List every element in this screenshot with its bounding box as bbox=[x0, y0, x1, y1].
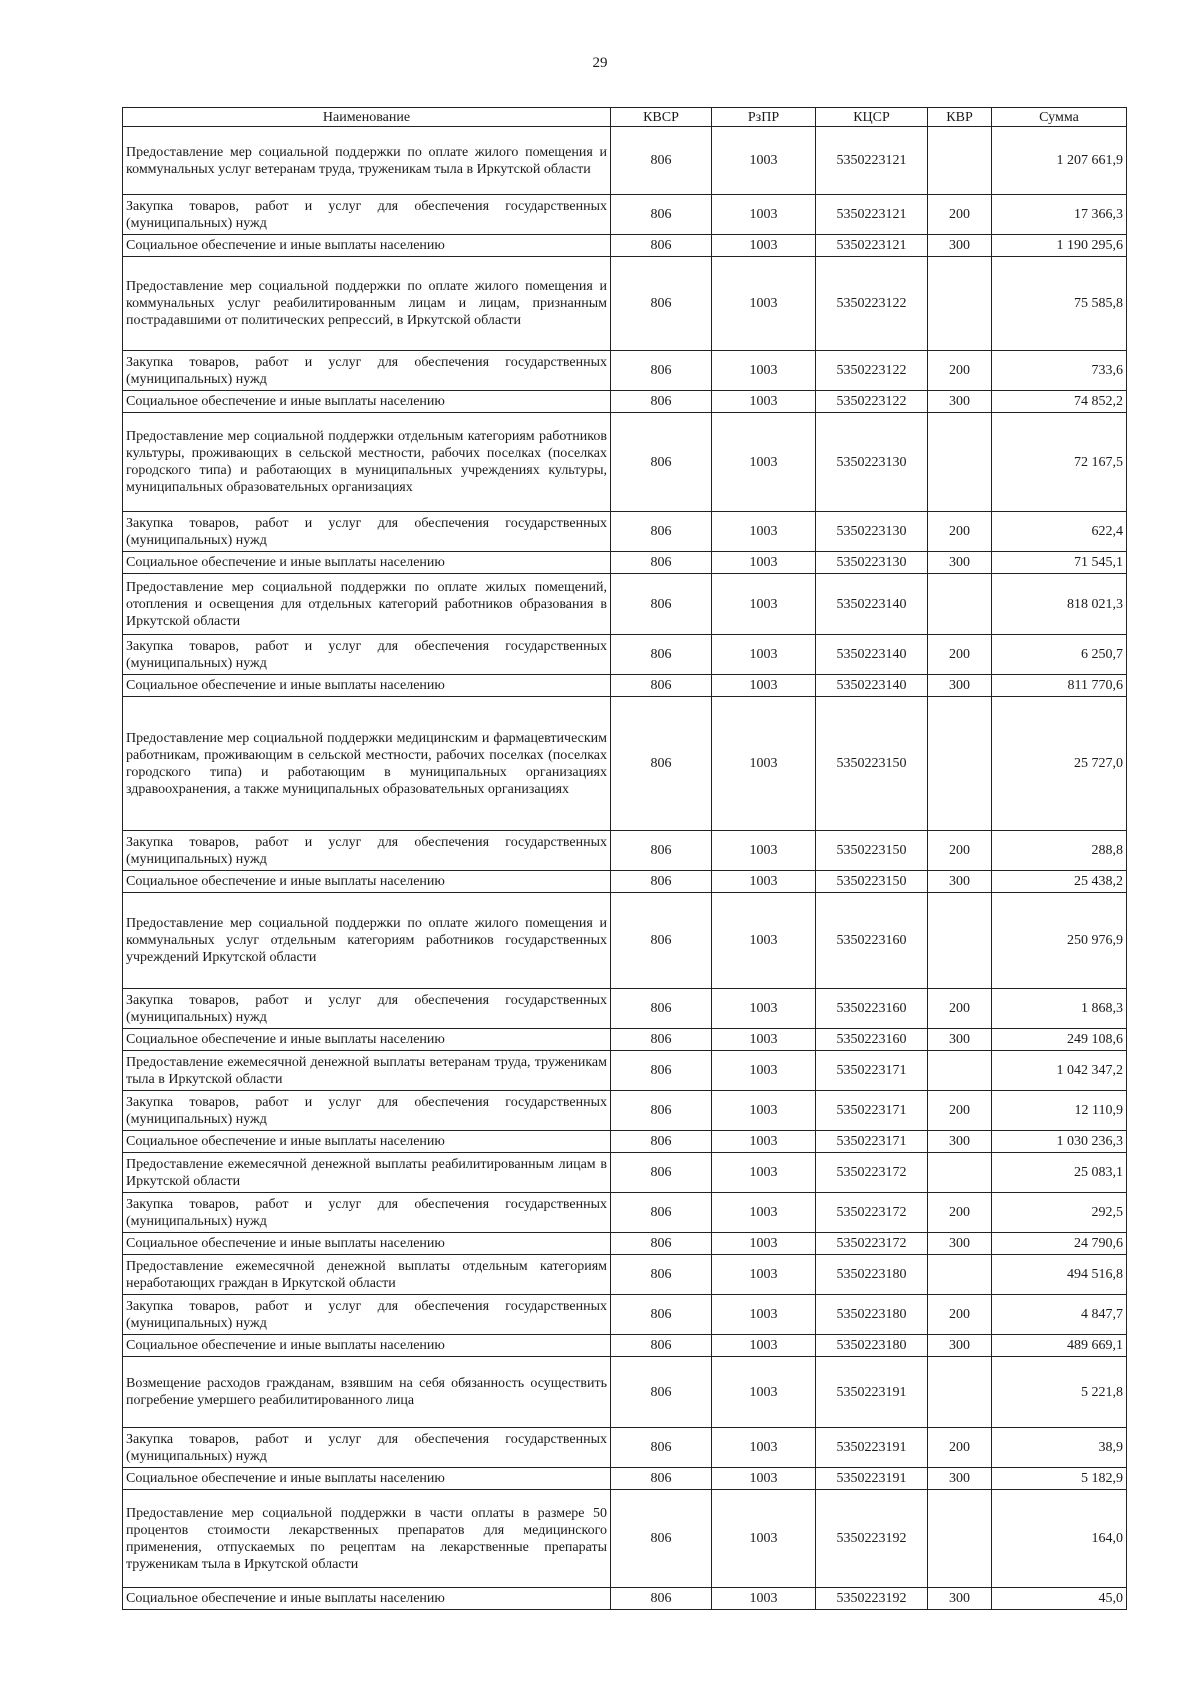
cell-kvsr: 806 bbox=[611, 1131, 712, 1153]
cell-name: Социальное обеспечение и иные выплаты населению bbox=[123, 1335, 611, 1357]
cell-sum: 489 669,1 bbox=[992, 1335, 1127, 1357]
cell-sum: 5 221,8 bbox=[992, 1357, 1127, 1428]
cell-kvr: 300 bbox=[928, 552, 992, 574]
cell-sum: 24 790,6 bbox=[992, 1233, 1127, 1255]
cell-kvr bbox=[928, 1255, 992, 1295]
cell-name: Социальное обеспечение и иные выплаты населению bbox=[123, 1131, 611, 1153]
cell-kvsr: 806 bbox=[611, 1335, 712, 1357]
cell-rzpr: 1003 bbox=[712, 675, 816, 697]
table-row bbox=[123, 635, 1127, 675]
cell-kvsr: 806 bbox=[611, 989, 712, 1029]
cell-kvsr: 806 bbox=[611, 127, 712, 195]
cell-kcsr: 5350223121 bbox=[816, 195, 928, 235]
cell-kvr: 300 bbox=[928, 1029, 992, 1051]
cell-kvr: 300 bbox=[928, 235, 992, 257]
table-row bbox=[123, 574, 1127, 635]
cell-kvr: 200 bbox=[928, 195, 992, 235]
cell-kvr: 300 bbox=[928, 1335, 992, 1357]
cell-kvsr: 806 bbox=[611, 1233, 712, 1255]
cell-name: Возмещение расходов гражданам, взявшим на себя обязанность осуществить погребение умершего реабилитированного лица bbox=[123, 1357, 611, 1428]
cell-name: Предоставление мер социальной поддержки медицинским и фармацевтическим работникам, проживающим в сельской местности, рабочих поселках (поселках городского типа) и работающим в муниципальных организациях здравоохранения, а также муниципальных образовательных организациях bbox=[123, 697, 611, 831]
cell-kvsr: 806 bbox=[611, 1468, 712, 1490]
header-kvsr: КВСР bbox=[611, 108, 712, 127]
cell-kvr bbox=[928, 1357, 992, 1428]
cell-kvr: 200 bbox=[928, 512, 992, 552]
cell-sum: 17 366,3 bbox=[992, 195, 1127, 235]
cell-sum: 1 042 347,2 bbox=[992, 1051, 1127, 1091]
cell-sum: 71 545,1 bbox=[992, 552, 1127, 574]
cell-name: Закупка товаров, работ и услуг для обеспечения государственных (муниципальных) нужд bbox=[123, 351, 611, 391]
cell-name: Социальное обеспечение и иные выплаты населению bbox=[123, 235, 611, 257]
cell-rzpr: 1003 bbox=[712, 195, 816, 235]
cell-name: Социальное обеспечение и иные выплаты населению bbox=[123, 1233, 611, 1255]
header-name: Наименование bbox=[123, 108, 611, 127]
cell-kvsr: 806 bbox=[611, 831, 712, 871]
cell-kcsr: 5350223130 bbox=[816, 413, 928, 512]
cell-rzpr: 1003 bbox=[712, 127, 816, 195]
table-row bbox=[123, 1051, 1127, 1091]
cell-kvr: 200 bbox=[928, 1295, 992, 1335]
cell-kcsr: 5350223172 bbox=[816, 1233, 928, 1255]
cell-rzpr: 1003 bbox=[712, 413, 816, 512]
cell-kvr: 300 bbox=[928, 1468, 992, 1490]
table-row bbox=[123, 127, 1127, 195]
cell-kvsr: 806 bbox=[611, 1091, 712, 1131]
cell-rzpr: 1003 bbox=[712, 1029, 816, 1051]
table-row bbox=[123, 552, 1127, 574]
header-rzpr: РзПР bbox=[712, 108, 816, 127]
cell-sum: 1 030 236,3 bbox=[992, 1131, 1127, 1153]
cell-sum: 622,4 bbox=[992, 512, 1127, 552]
cell-kcsr: 5350223180 bbox=[816, 1255, 928, 1295]
cell-sum: 25 727,0 bbox=[992, 697, 1127, 831]
cell-kcsr: 5350223130 bbox=[816, 552, 928, 574]
cell-kvr bbox=[928, 1051, 992, 1091]
cell-rzpr: 1003 bbox=[712, 1295, 816, 1335]
cell-kcsr: 5350223191 bbox=[816, 1428, 928, 1468]
cell-kcsr: 5350223150 bbox=[816, 697, 928, 831]
cell-kcsr: 5350223171 bbox=[816, 1091, 928, 1131]
cell-kcsr: 5350223140 bbox=[816, 635, 928, 675]
cell-name: Закупка товаров, работ и услуг для обеспечения государственных (муниципальных) нужд bbox=[123, 1295, 611, 1335]
cell-sum: 72 167,5 bbox=[992, 413, 1127, 512]
cell-sum: 1 207 661,9 bbox=[992, 127, 1127, 195]
table-row bbox=[123, 697, 1127, 831]
cell-rzpr: 1003 bbox=[712, 351, 816, 391]
cell-kcsr: 5350223122 bbox=[816, 351, 928, 391]
cell-kcsr: 5350223160 bbox=[816, 989, 928, 1029]
cell-sum: 25 438,2 bbox=[992, 871, 1127, 893]
cell-rzpr: 1003 bbox=[712, 1193, 816, 1233]
cell-kcsr: 5350223121 bbox=[816, 127, 928, 195]
cell-name: Закупка товаров, работ и услуг для обеспечения государственных (муниципальных) нужд bbox=[123, 831, 611, 871]
cell-kvsr: 806 bbox=[611, 675, 712, 697]
table-row bbox=[123, 1428, 1127, 1468]
cell-name: Предоставление мер социальной поддержки по оплате жилого помещения и коммунальных услуг отдельным категориям работников государственных учреждений Иркутской области bbox=[123, 893, 611, 989]
header-sum: Сумма bbox=[992, 108, 1127, 127]
cell-rzpr: 1003 bbox=[712, 1468, 816, 1490]
cell-kvr: 200 bbox=[928, 1428, 992, 1468]
cell-kvsr: 806 bbox=[611, 574, 712, 635]
table-row bbox=[123, 893, 1127, 989]
cell-sum: 38,9 bbox=[992, 1428, 1127, 1468]
cell-kvsr: 806 bbox=[611, 235, 712, 257]
cell-kcsr: 5350223171 bbox=[816, 1051, 928, 1091]
cell-name: Социальное обеспечение и иные выплаты населению bbox=[123, 552, 611, 574]
cell-rzpr: 1003 bbox=[712, 512, 816, 552]
cell-sum: 288,8 bbox=[992, 831, 1127, 871]
cell-kvsr: 806 bbox=[611, 871, 712, 893]
cell-kvr: 200 bbox=[928, 1091, 992, 1131]
cell-rzpr: 1003 bbox=[712, 1357, 816, 1428]
cell-kvr bbox=[928, 1490, 992, 1588]
cell-kvr: 200 bbox=[928, 1193, 992, 1233]
cell-rzpr: 1003 bbox=[712, 1153, 816, 1193]
cell-kvsr: 806 bbox=[611, 893, 712, 989]
cell-name: Предоставление ежемесячной денежной выплаты реабилитированным лицам в Иркутской области bbox=[123, 1153, 611, 1193]
cell-rzpr: 1003 bbox=[712, 989, 816, 1029]
cell-kcsr: 5350223122 bbox=[816, 257, 928, 351]
cell-kvr bbox=[928, 413, 992, 512]
cell-kcsr: 5350223180 bbox=[816, 1295, 928, 1335]
cell-kvsr: 806 bbox=[611, 552, 712, 574]
table-row bbox=[123, 1490, 1127, 1588]
table-row bbox=[123, 1255, 1127, 1295]
cell-rzpr: 1003 bbox=[712, 1428, 816, 1468]
cell-rzpr: 1003 bbox=[712, 697, 816, 831]
cell-kvr: 200 bbox=[928, 635, 992, 675]
cell-kvr: 300 bbox=[928, 675, 992, 697]
cell-rzpr: 1003 bbox=[712, 893, 816, 989]
cell-kvr bbox=[928, 893, 992, 989]
cell-kcsr: 5350223180 bbox=[816, 1335, 928, 1357]
cell-name: Социальное обеспечение и иные выплаты населению bbox=[123, 675, 611, 697]
cell-kvr: 300 bbox=[928, 871, 992, 893]
cell-name: Закупка товаров, работ и услуг для обеспечения государственных (муниципальных) нужд bbox=[123, 512, 611, 552]
table-row bbox=[123, 351, 1127, 391]
page-number: 29 bbox=[592, 55, 608, 71]
cell-kvsr: 806 bbox=[611, 697, 712, 831]
cell-rzpr: 1003 bbox=[712, 1490, 816, 1588]
table-row bbox=[123, 1295, 1127, 1335]
cell-rzpr: 1003 bbox=[712, 391, 816, 413]
cell-sum: 6 250,7 bbox=[992, 635, 1127, 675]
cell-rzpr: 1003 bbox=[712, 1131, 816, 1153]
cell-rzpr: 1003 bbox=[712, 235, 816, 257]
header-kvr: КВР bbox=[928, 108, 992, 127]
cell-kvr: 200 bbox=[928, 351, 992, 391]
cell-kvsr: 806 bbox=[611, 1428, 712, 1468]
cell-kvr bbox=[928, 1153, 992, 1193]
table-row bbox=[123, 1588, 1127, 1610]
table-row bbox=[123, 1029, 1127, 1051]
cell-kvr: 300 bbox=[928, 1131, 992, 1153]
cell-sum: 5 182,9 bbox=[992, 1468, 1127, 1490]
table-header bbox=[123, 108, 1127, 127]
cell-name: Социальное обеспечение и иные выплаты населению bbox=[123, 1468, 611, 1490]
table-row bbox=[123, 1468, 1127, 1490]
cell-name: Социальное обеспечение и иные выплаты населению bbox=[123, 1029, 611, 1051]
cell-rzpr: 1003 bbox=[712, 1255, 816, 1295]
cell-name: Предоставление мер социальной поддержки по оплате жилого помещения и коммунальных услуг ветеранам труда, труженикам тыла в Иркутской области bbox=[123, 127, 611, 195]
cell-sum: 164,0 bbox=[992, 1490, 1127, 1588]
table-row bbox=[123, 1091, 1127, 1131]
cell-name: Закупка товаров, работ и услуг для обеспечения государственных (муниципальных) нужд bbox=[123, 1193, 611, 1233]
cell-name: Социальное обеспечение и иные выплаты населению bbox=[123, 871, 611, 893]
cell-kvsr: 806 bbox=[611, 1193, 712, 1233]
cell-rzpr: 1003 bbox=[712, 1233, 816, 1255]
cell-rzpr: 1003 bbox=[712, 1051, 816, 1091]
header-row bbox=[123, 108, 1127, 127]
cell-rzpr: 1003 bbox=[712, 552, 816, 574]
table-row bbox=[123, 1357, 1127, 1428]
table-row bbox=[123, 989, 1127, 1029]
cell-kcsr: 5350223191 bbox=[816, 1468, 928, 1490]
cell-name: Закупка товаров, работ и услуг для обеспечения государственных (муниципальных) нужд bbox=[123, 1091, 611, 1131]
cell-kvr: 200 bbox=[928, 989, 992, 1029]
cell-kcsr: 5350223191 bbox=[816, 1357, 928, 1428]
cell-kcsr: 5350223150 bbox=[816, 831, 928, 871]
cell-kcsr: 5350223121 bbox=[816, 235, 928, 257]
cell-rzpr: 1003 bbox=[712, 871, 816, 893]
table-row bbox=[123, 1153, 1127, 1193]
cell-rzpr: 1003 bbox=[712, 1588, 816, 1610]
cell-kcsr: 5350223140 bbox=[816, 675, 928, 697]
cell-sum: 74 852,2 bbox=[992, 391, 1127, 413]
cell-kcsr: 5350223171 bbox=[816, 1131, 928, 1153]
cell-sum: 818 021,3 bbox=[992, 574, 1127, 635]
table-row bbox=[123, 1335, 1127, 1357]
cell-name: Социальное обеспечение и иные выплаты населению bbox=[123, 1588, 611, 1610]
cell-kvsr: 806 bbox=[611, 1051, 712, 1091]
cell-rzpr: 1003 bbox=[712, 257, 816, 351]
cell-name: Закупка товаров, работ и услуг для обеспечения государственных (муниципальных) нужд bbox=[123, 195, 611, 235]
cell-name: Предоставление мер социальной поддержки по оплате жилых помещений, отопления и освещения для отдельных категорий работников образования в Иркутской области bbox=[123, 574, 611, 635]
table-row bbox=[123, 871, 1127, 893]
cell-kcsr: 5350223122 bbox=[816, 391, 928, 413]
cell-kvsr: 806 bbox=[611, 413, 712, 512]
table-row bbox=[123, 1233, 1127, 1255]
cell-kvr bbox=[928, 697, 992, 831]
cell-kvsr: 806 bbox=[611, 257, 712, 351]
cell-sum: 292,5 bbox=[992, 1193, 1127, 1233]
cell-sum: 45,0 bbox=[992, 1588, 1127, 1610]
cell-kcsr: 5350223172 bbox=[816, 1153, 928, 1193]
cell-sum: 1 190 295,6 bbox=[992, 235, 1127, 257]
cell-kvsr: 806 bbox=[611, 1357, 712, 1428]
cell-name: Социальное обеспечение и иные выплаты населению bbox=[123, 391, 611, 413]
cell-kcsr: 5350223130 bbox=[816, 512, 928, 552]
table-row bbox=[123, 1193, 1127, 1233]
cell-kvr bbox=[928, 574, 992, 635]
budget-table bbox=[122, 107, 1127, 1610]
cell-kvr: 300 bbox=[928, 391, 992, 413]
cell-rzpr: 1003 bbox=[712, 1335, 816, 1357]
cell-kvsr: 806 bbox=[611, 391, 712, 413]
table-row bbox=[123, 675, 1127, 697]
cell-sum: 1 868,3 bbox=[992, 989, 1127, 1029]
cell-name: Предоставление ежемесячной денежной выплаты ветеранам труда, труженикам тыла в Иркутской области bbox=[123, 1051, 611, 1091]
cell-rzpr: 1003 bbox=[712, 831, 816, 871]
cell-kvsr: 806 bbox=[611, 635, 712, 675]
cell-kcsr: 5350223160 bbox=[816, 1029, 928, 1051]
cell-kvr bbox=[928, 257, 992, 351]
table-row bbox=[123, 413, 1127, 512]
cell-sum: 811 770,6 bbox=[992, 675, 1127, 697]
cell-kvsr: 806 bbox=[611, 1153, 712, 1193]
table-row bbox=[123, 195, 1127, 235]
cell-sum: 249 108,6 bbox=[992, 1029, 1127, 1051]
cell-kvr: 200 bbox=[928, 831, 992, 871]
table-row bbox=[123, 235, 1127, 257]
table-body bbox=[123, 127, 1127, 1610]
cell-rzpr: 1003 bbox=[712, 1091, 816, 1131]
cell-kvsr: 806 bbox=[611, 351, 712, 391]
cell-sum: 4 847,7 bbox=[992, 1295, 1127, 1335]
cell-kvr: 300 bbox=[928, 1588, 992, 1610]
cell-kvsr: 806 bbox=[611, 1588, 712, 1610]
cell-kvsr: 806 bbox=[611, 512, 712, 552]
cell-rzpr: 1003 bbox=[712, 574, 816, 635]
cell-kcsr: 5350223160 bbox=[816, 893, 928, 989]
cell-name: Закупка товаров, работ и услуг для обеспечения государственных (муниципальных) нужд bbox=[123, 635, 611, 675]
table-row bbox=[123, 257, 1127, 351]
cell-kvsr: 806 bbox=[611, 1029, 712, 1051]
cell-kvsr: 806 bbox=[611, 1295, 712, 1335]
cell-kvr: 300 bbox=[928, 1233, 992, 1255]
table-row bbox=[123, 512, 1127, 552]
cell-sum: 25 083,1 bbox=[992, 1153, 1127, 1193]
cell-kcsr: 5350223140 bbox=[816, 574, 928, 635]
cell-kcsr: 5350223192 bbox=[816, 1588, 928, 1610]
cell-rzpr: 1003 bbox=[712, 635, 816, 675]
table-row bbox=[123, 831, 1127, 871]
cell-name: Предоставление мер социальной поддержки в части оплаты в размере 50 процентов стоимости лекарственных препаратов для медицинского применения, отпускаемых по рецептам на лекарственные препараты труженикам тыла в Иркутской области bbox=[123, 1490, 611, 1588]
cell-name: Предоставление ежемесячной денежной выплаты отдельным категориям неработающих граждан в Иркутской области bbox=[123, 1255, 611, 1295]
cell-kcsr: 5350223192 bbox=[816, 1490, 928, 1588]
cell-kvsr: 806 bbox=[611, 195, 712, 235]
cell-sum: 250 976,9 bbox=[992, 893, 1127, 989]
table-row bbox=[123, 391, 1127, 413]
cell-sum: 733,6 bbox=[992, 351, 1127, 391]
cell-kvsr: 806 bbox=[611, 1255, 712, 1295]
cell-name: Предоставление мер социальной поддержки отдельным категориям работников культуры, проживающих в сельской местности, рабочих поселках (поселках городского типа) и работающих в муниципальных учреждениях культуры, муниципальных образовательных организациях bbox=[123, 413, 611, 512]
cell-sum: 75 585,8 bbox=[992, 257, 1127, 351]
cell-name: Предоставление мер социальной поддержки по оплате жилого помещения и коммунальных услуг реабилитированным лицам и лицам, признанным пострадавшими от политических репрессий, в Иркутской области bbox=[123, 257, 611, 351]
table-row bbox=[123, 1131, 1127, 1153]
cell-kvr bbox=[928, 127, 992, 195]
cell-kvsr: 806 bbox=[611, 1490, 712, 1588]
cell-sum: 494 516,8 bbox=[992, 1255, 1127, 1295]
cell-kcsr: 5350223172 bbox=[816, 1193, 928, 1233]
header-kcsr: КЦСР bbox=[816, 108, 928, 127]
cell-sum: 12 110,9 bbox=[992, 1091, 1127, 1131]
cell-name: Закупка товаров, работ и услуг для обеспечения государственных (муниципальных) нужд bbox=[123, 1428, 611, 1468]
cell-name: Закупка товаров, работ и услуг для обеспечения государственных (муниципальных) нужд bbox=[123, 989, 611, 1029]
cell-kcsr: 5350223150 bbox=[816, 871, 928, 893]
